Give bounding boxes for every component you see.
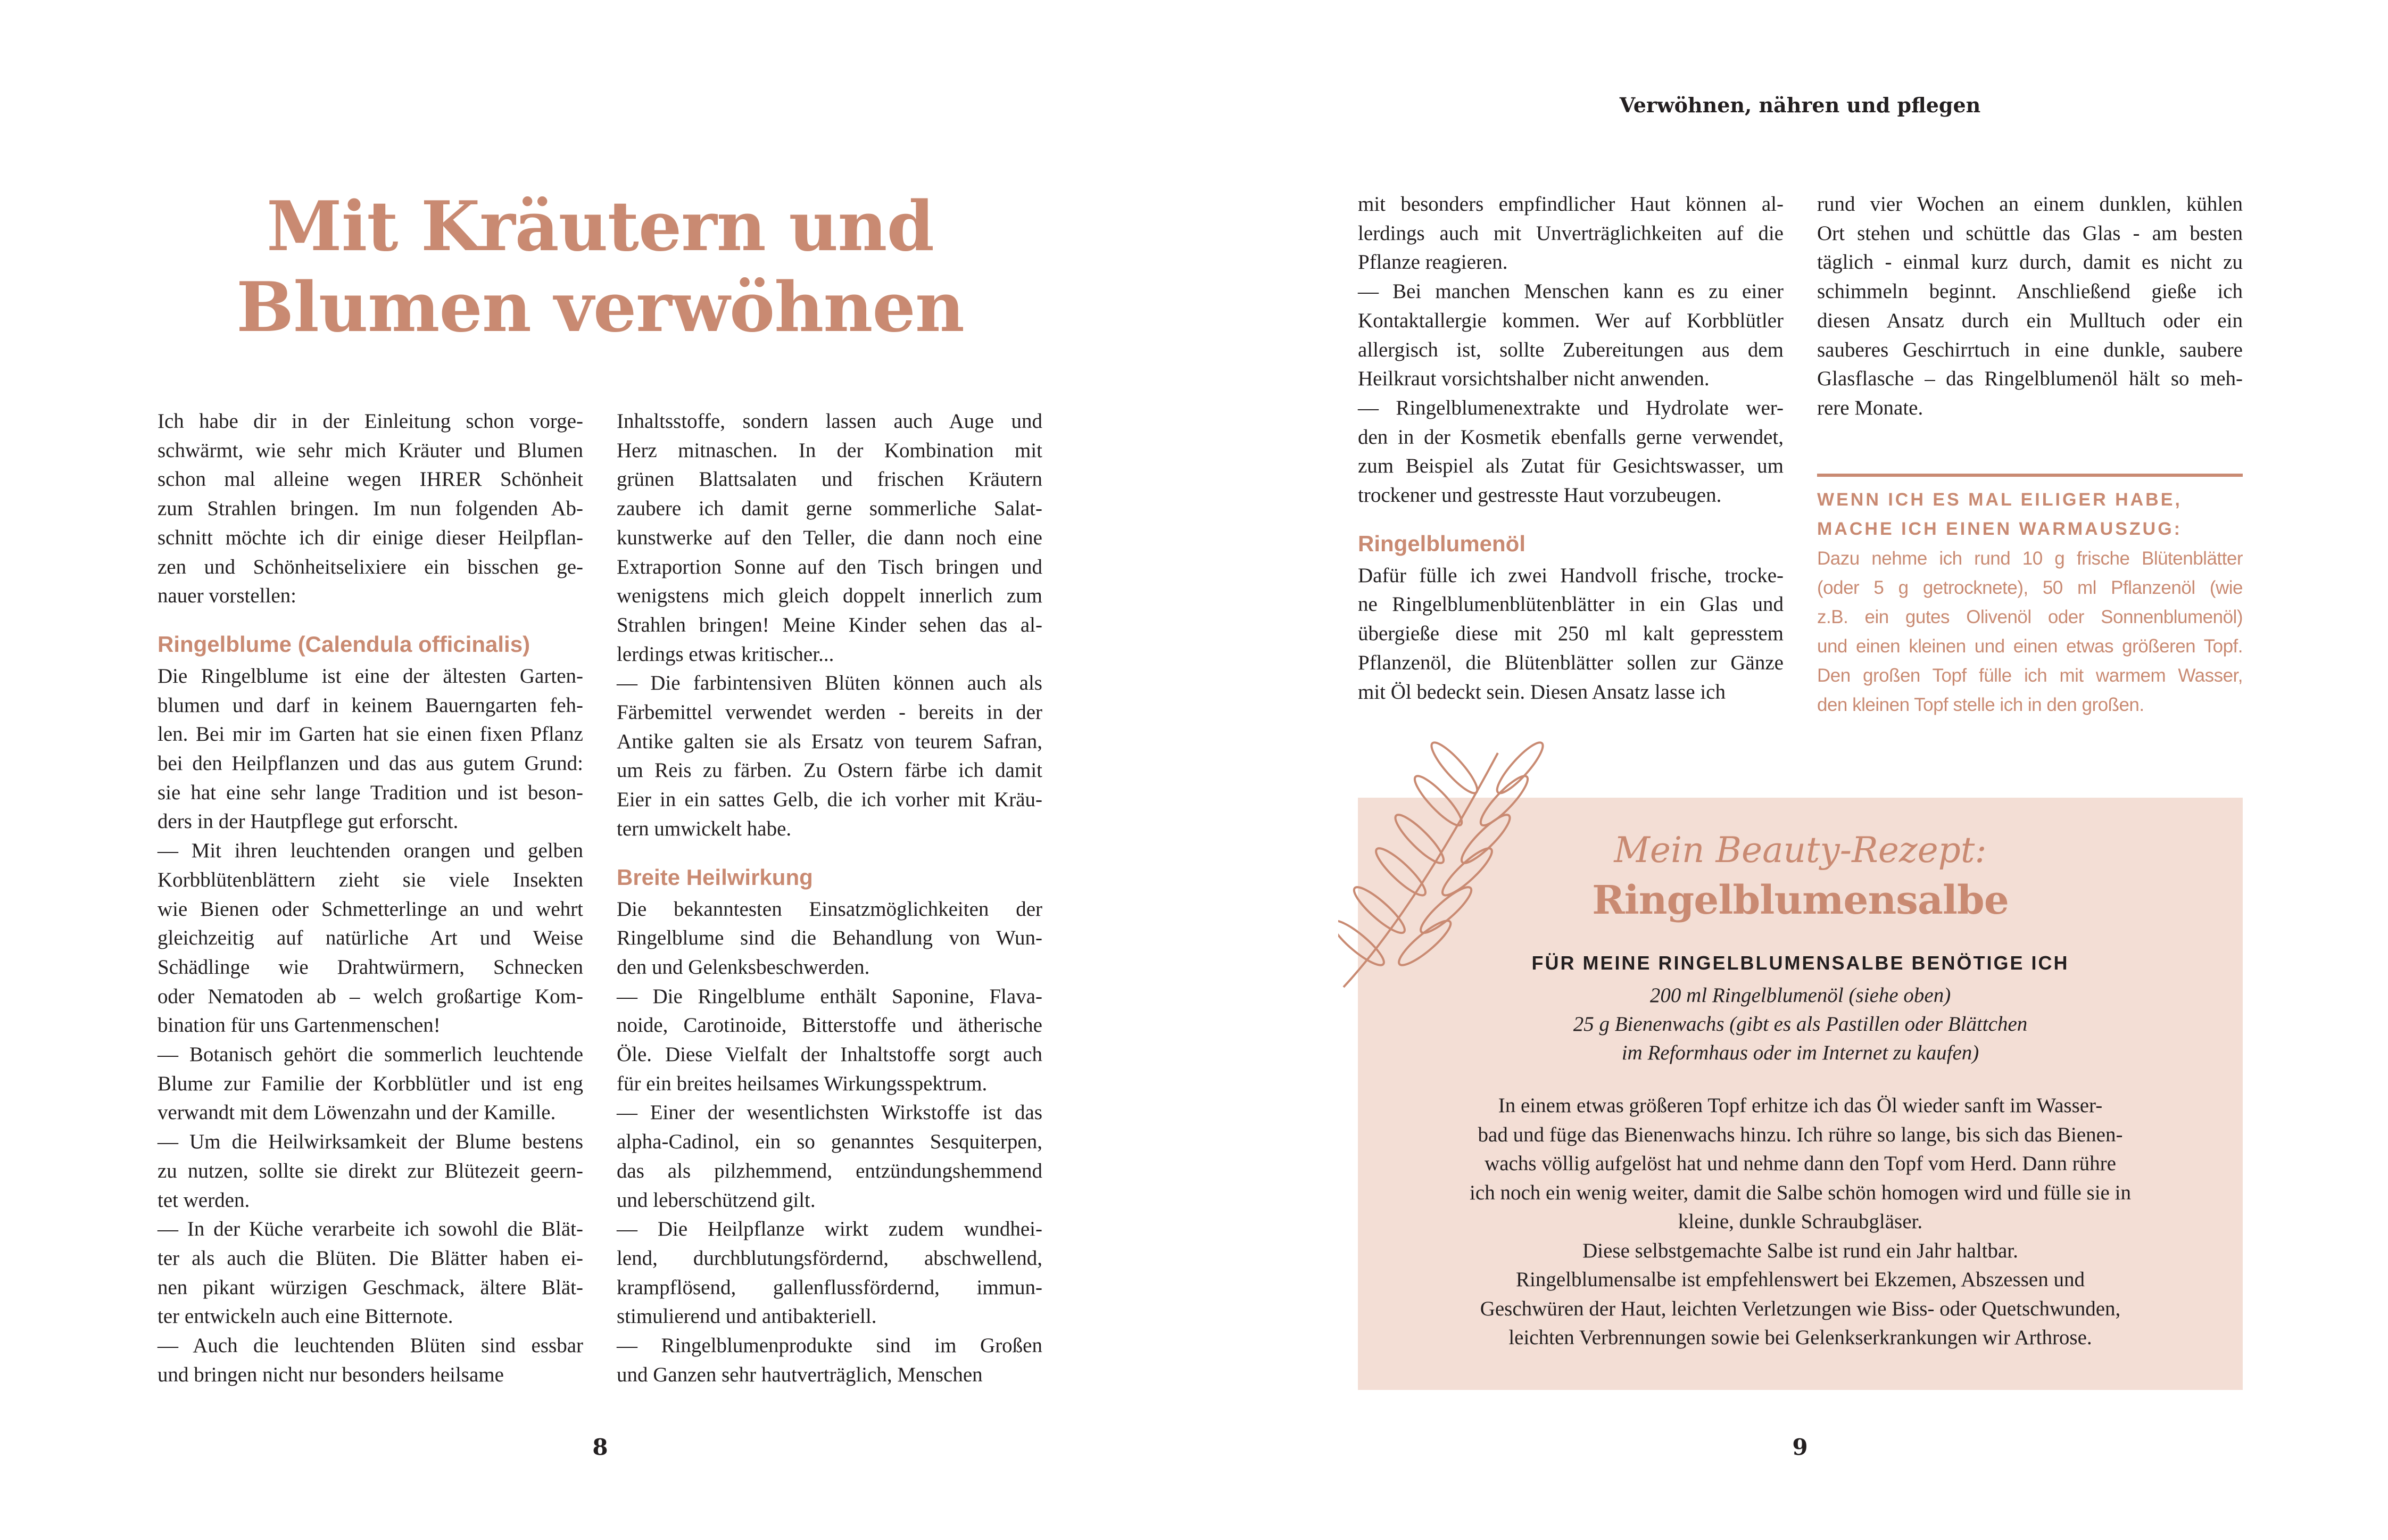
text-line: — Bei manchen Menschen kann es zu einer xyxy=(1358,280,1784,303)
text-line: Pflanzenöl, die Blütenblätter sollen zur Gänze xyxy=(1358,651,1784,674)
text-line: übergieße diese mit 250 ml kalt gepresstem xyxy=(1358,622,1784,645)
text-line: Inhaltsstoffe, sondern lassen auch Auge und xyxy=(617,410,1042,433)
section-heading: Ringelblume (Calendula officinalis) xyxy=(157,631,530,657)
instruction-line: leichten Verbrennungen sowie bei Gelenkserkrankungen wir Arthrose. xyxy=(1508,1326,2092,1349)
text-line: Pflanze reagieren. xyxy=(1358,251,1508,274)
text-line: schwärmt, wie sehr mich Kräuter und Blumen xyxy=(157,438,583,462)
text-line: Eier in ein sattes Gelb, die ich vorher mit Kräu- xyxy=(617,788,1042,812)
text-line: — Um die Heilwirksamkeit der Blume bestens xyxy=(157,1130,583,1154)
text-column-4 xyxy=(1817,190,2243,423)
text-line: — Die farbintensiven Blüten können auch als xyxy=(617,672,1042,695)
tip-line: den kleinen Topf stelle ich in den großen. xyxy=(1817,694,2144,715)
text-line: Ringelblume sind die Behandlung von Wun- xyxy=(617,926,1042,950)
text-line: noide, Carotinoide, Bitterstoffe und ätherische xyxy=(617,1014,1042,1037)
text-line: und leberschützend gilt. xyxy=(617,1188,816,1212)
text-line: schimmeln beginnt. Anschließend gieße ich xyxy=(1817,280,2243,303)
text-line: Heilkraut vorsichtshalber nicht anwenden. xyxy=(1358,367,1710,391)
text-line: — Einer der wesentlichsten Wirkstoffe ist das xyxy=(617,1101,1042,1124)
page-number-left: 8 xyxy=(592,1434,608,1460)
text-line: zu nutzen, sollte sie direkt zur Blütezeit geern- xyxy=(157,1159,583,1182)
text-line: stimulierend und antibakteriell. xyxy=(617,1305,877,1328)
text-line: schon mal alleine wegen IHRER Schönheit xyxy=(157,468,583,491)
ingredient-line: im Reformhaus oder im Internet zu kaufen) xyxy=(1621,1041,1979,1064)
text-line: — Ringelblumenprodukte sind im Großen xyxy=(617,1334,1042,1357)
text-line: sauberes Geschirrtuch in eine dunkle, saubere xyxy=(1817,338,2243,361)
instruction-line: Ringelblumensalbe ist empfehlenswert bei Ekzemen, Abszessen und xyxy=(1516,1268,2085,1291)
text-line: lerdings etwas kritischer... xyxy=(617,642,834,666)
text-line: sie hat eine sehr lange Tradition und ist beson- xyxy=(157,781,583,804)
tip-line: Den großen Topf fülle ich mit warmem Wasser, xyxy=(1817,665,2243,686)
text-line: kunstwerke auf den Teller, die dann noch eine xyxy=(617,526,1042,549)
text-line: Blume zur Familie der Korbblütler und ist eng xyxy=(157,1072,583,1095)
text-line: zum Beispiel als Zutat für Gesichtswasser, um xyxy=(1358,454,1784,478)
text-line: den in der Kosmetik ebenfalls gerne verwendet, xyxy=(1358,425,1784,449)
leaf-shape xyxy=(1409,771,1467,831)
tip-heading: MACHE ICH EINEN WARMAUSZUG: xyxy=(1817,519,2182,539)
text-line: um Reis zu färben. Zu Ostern färbe ich damit xyxy=(617,759,1042,782)
text-line: Glasflasche – das Ringelblumenöl hält so meh- xyxy=(1817,367,2243,391)
text-line: trockener und gestresste Haut vorzubeugen. xyxy=(1358,484,1722,507)
text-line: rere Monate. xyxy=(1817,396,1923,419)
text-line: zen und Schönheitselixiere ein bisschen ge- xyxy=(157,555,583,578)
text-line: alpha-Cadinol, ein so genanntes Sesquiterpen, xyxy=(617,1130,1042,1154)
text-line: — Die Heilpflanze wirkt zudem wundhei- xyxy=(617,1218,1042,1241)
text-line: krampflösend, gallenflussfördernd, immun- xyxy=(617,1276,1042,1299)
tip-line: und einen kleinen und einen etwas größeren Topf. xyxy=(1817,636,2243,657)
text-line: für ein breites heilsames Wirkungsspektrum. xyxy=(617,1072,988,1095)
instruction-line: Geschwüren der Haut, leichten Verletzungen wie Biss- oder Quetschwunden, xyxy=(1480,1297,2121,1320)
running-head: Verwöhnen, nähren und pflegen xyxy=(1619,93,1981,117)
text-line: Korbblütenblättern zieht sie viele Insekten xyxy=(157,868,583,891)
text-line: — In der Küche verarbeite ich sowohl die Blät- xyxy=(157,1218,583,1241)
text-line: ne Ringelblumenblütenblätter in ein Glas und xyxy=(1358,593,1784,616)
text-line: Die Ringelblume ist eine der ältesten Garten- xyxy=(157,664,583,688)
text-line: Die bekanntesten Einsatzmöglichkeiten der xyxy=(617,897,1042,921)
leaf-shape xyxy=(1426,738,1482,798)
text-line: tet werden. xyxy=(157,1188,250,1212)
leaf-shape xyxy=(1456,809,1515,868)
text-line: ter als auch die Blüten. Die Blätter haben ei- xyxy=(157,1246,583,1270)
title-line: Mit Kräutern und xyxy=(267,187,934,267)
text-line: und Ganzen sehr hautverträglich, Menschen xyxy=(617,1363,983,1386)
text-line: gleichzeitig auf natürliche Art und Weise xyxy=(157,926,583,950)
text-line: Herz mitnaschen. In der Kombination mit xyxy=(617,438,1042,462)
text-line: schnitt möchte ich dir einige dieser Heilpflan- xyxy=(157,526,583,549)
section-heading: Ringelblumenöl xyxy=(1358,531,1525,556)
text-line: täglich - einmal kurz durch, damit es nicht zu xyxy=(1817,251,2243,274)
instruction-line: kleine, dunkle Schraubgläser. xyxy=(1678,1210,1923,1233)
text-line: Färbemittel verwendet werden - bereits in der xyxy=(617,701,1042,724)
ingredient-line: 25 g Bienenwachs (gibt es als Pastillen oder Blättchen xyxy=(1573,1013,2028,1036)
text-line: Dafür fülle ich zwei Handvoll frische, trocke- xyxy=(1358,564,1784,587)
text-line: Kontaktallergie kommen. Wer auf Korbblütler xyxy=(1358,309,1784,332)
text-column-3 xyxy=(1358,190,1784,707)
title-line: Blumen verwöhnen xyxy=(236,268,964,347)
text-line: tern umwickelt habe. xyxy=(617,817,792,840)
text-line: — Botanisch gehört die sommerlich leuchtende xyxy=(157,1043,583,1066)
instruction-line: bad und füge das Bienenwachs hinzu. Ich rühre so lange, bis sich das Bienen- xyxy=(1478,1123,2123,1146)
text-column-1 xyxy=(157,407,583,1390)
text-line: — Auch die leuchtenden Blüten sind essbar xyxy=(157,1334,583,1357)
section-heading: Breite Heilwirkung xyxy=(617,864,813,890)
text-line: den und Gelenksbeschwerden. xyxy=(617,955,870,979)
text-line: Öle. Diese Vielfalt der Inhaltstoffe sorgt auch xyxy=(617,1043,1042,1066)
text-line: bination für uns Gartenmenschen! xyxy=(157,1014,441,1037)
text-line: Ich habe dir in der Einleitung schon vorge- xyxy=(157,410,583,433)
tip-divider xyxy=(1817,474,2243,477)
leaf-branch-icon xyxy=(1338,737,1562,998)
page-title xyxy=(160,186,1041,348)
leaf-shape xyxy=(1349,882,1409,938)
tip-heading: WENN ICH ES MAL EILIGER HABE, xyxy=(1817,490,2182,510)
ingredients-heading: FÜR MEINE RINGELBLUMENSALBE BENÖTIGE ICH xyxy=(1531,952,2069,974)
text-line: rund vier Wochen an einem dunklen, kühlen xyxy=(1817,193,2243,216)
text-line: zum Strahlen bringen. Im nun folgenden Ab- xyxy=(157,497,583,520)
instruction-line: Diese selbstgemachte Salbe ist rund ein Jahr haltbar. xyxy=(1582,1239,2018,1262)
text-line: blumen und darf in keinem Bauerngarten feh- xyxy=(157,693,583,717)
text-line: nen pikant würzigen Geschmack, ältere Blät- xyxy=(157,1276,583,1299)
leaf-shape xyxy=(1437,843,1497,900)
page-number-right: 9 xyxy=(1792,1434,1808,1460)
text-line: — Mit ihren leuchtenden orangen und gelben xyxy=(157,839,583,863)
text-column-2 xyxy=(617,407,1042,1390)
text-line: und bringen nicht nur besonders heilsame xyxy=(157,1363,504,1386)
text-line: mit Öl bedeckt sein. Diesen Ansatz lasse ich xyxy=(1358,680,1726,703)
text-line: — Die Ringelblume enthält Saponine, Flava- xyxy=(617,984,1042,1008)
text-line: Extraportion Sonne auf den Tisch bringen und xyxy=(617,555,1042,578)
instruction-line: ich noch ein wenig weiter, damit die Salbe schön homogen wird und fülle sie in xyxy=(1470,1181,2131,1204)
recipe-kicker: Mein Beauty-Rezept: xyxy=(1614,830,1987,871)
text-line: allergisch ist, sollte Zubereitungen aus dem xyxy=(1358,338,1784,361)
text-line: ter entwickeln auch eine Bitternote. xyxy=(157,1305,453,1328)
ingredient-line: 200 ml Ringelblumenöl (siehe oben) xyxy=(1649,984,1951,1007)
tip-line: z.B. ein gutes Olivenöl oder Sonnenblumenöl) xyxy=(1817,607,2243,627)
text-line: mit besonders empfindlicher Haut können al- xyxy=(1358,193,1784,216)
text-line: len. Bei mir im Garten hat sie einen fixen Pflanz xyxy=(157,723,583,746)
text-line: grünen Blattsalaten und frischen Kräutern xyxy=(617,468,1042,491)
text-line: Strahlen bringen! Meine Kinder sehen das al- xyxy=(617,613,1042,636)
text-line: wie Bienen oder Schmetterlinge an und wehrt xyxy=(157,897,583,921)
recipe-title: Ringelblumensalbe xyxy=(1592,877,2009,923)
text-line: Schädlinge wie Drahtwürmern, Schnecken xyxy=(157,955,583,979)
leaf-shape xyxy=(1491,738,1548,798)
text-line: das als pilzhemmend, entzündungshemmend xyxy=(617,1159,1042,1182)
tip-line: Dazu nehme ich rund 10 g frische Blütenblätter xyxy=(1817,548,2243,569)
tip-line: (oder 5 g getrocknete), 50 ml Pflanzenöl (wie xyxy=(1817,577,2243,598)
text-line: nauer vorstellen: xyxy=(157,584,296,608)
text-line: Antike galten sie als Ersatz von teurem Safran, xyxy=(617,730,1042,753)
text-line: Ort stehen und schüttle das Glas - am besten xyxy=(1817,221,2243,245)
text-line: lend, durchblutungsfördernd, abschwellend, xyxy=(617,1246,1042,1270)
text-line: wenigstens mich gleich doppelt innerlich zum xyxy=(617,584,1042,608)
text-line: diesen Ansatz durch ein Mulltuch oder ein xyxy=(1817,309,2243,332)
recipe-instructions xyxy=(1358,1091,2243,1353)
text-line: — Ringelblumenextrakte und Hydrolate wer- xyxy=(1358,396,1784,419)
text-line: zaubere ich damit gerne sommerliche Salat- xyxy=(617,497,1042,520)
instruction-line: In einem etwas größeren Topf erhitze ich das Öl wieder sanft im Wasser- xyxy=(1498,1094,2103,1117)
instruction-line: wachs völlig aufgelöst hat und nehme dann den Topf vom Herd. Dann rühre xyxy=(1485,1152,2116,1175)
text-line: oder Nematoden ab – welch großartige Kom- xyxy=(157,984,583,1008)
text-line: ders in der Hautpflege gut erforscht. xyxy=(157,810,459,833)
text-line: bei den Heilpflanzen und das aus gutem Grund: xyxy=(157,752,583,775)
text-line: lerdings auch mit Unverträglichkeiten auf die xyxy=(1358,221,1784,245)
tip-box xyxy=(1817,485,2243,719)
text-line: verwandt mit dem Löwenzahn und der Kamille. xyxy=(157,1101,556,1124)
